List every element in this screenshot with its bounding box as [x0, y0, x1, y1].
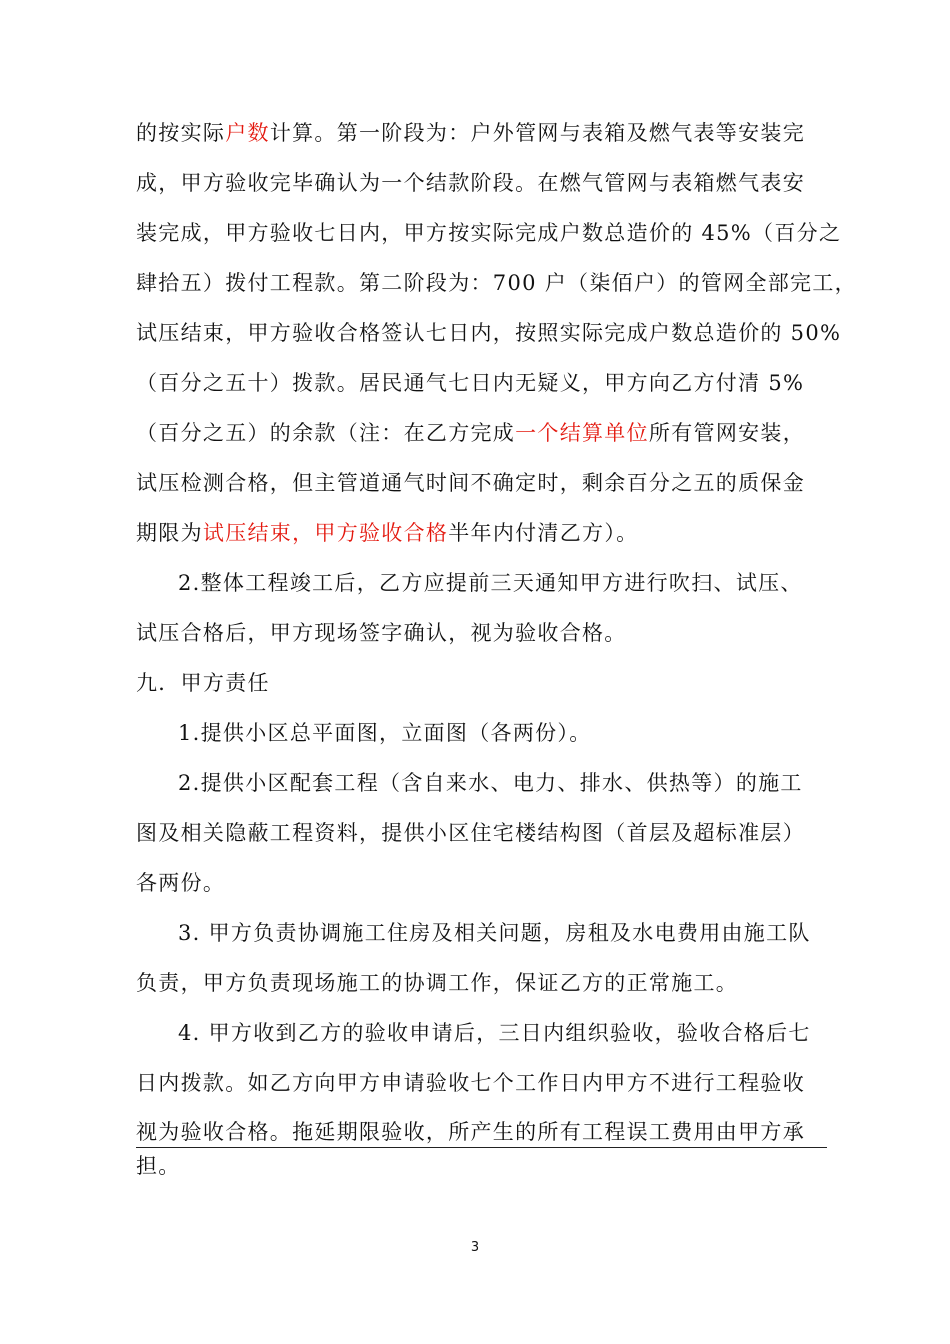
section-heading: 九．甲方责任: [136, 671, 270, 695]
highlighted-text: 一个结算单位: [515, 421, 649, 445]
paragraph-line: 视为验收合格。拖延期限验收，所产生的所有工程误工费用由甲方承: [136, 1120, 805, 1144]
paragraph-line: 试压检测合格，但主管道通气时间不确定时，剩余百分之五的质保金: [136, 471, 805, 495]
paragraph-line: [136, 118, 836, 148]
paragraph-line: 肆拾五）拨付工程款。第二阶段为：700 户（柒佰户）的管网全部完工，: [136, 271, 857, 295]
text-run: 计算。第一阶段为：户外管网与表箱及燃气表等安装完: [269, 121, 806, 145]
paragraph-line: 负责，甲方负责现场施工的协调工作，保证乙方的正常施工。: [136, 971, 739, 995]
list-item: 3. 甲方负责协调施工住房及相关问题，房租及水电费用由施工队: [178, 921, 811, 945]
paragraph-line: [136, 418, 836, 448]
paragraph-line: 2.整体工程竣工后，乙方应提前三天通知甲方进行吹扫、试压、: [178, 571, 803, 595]
footnote-divider: [136, 1147, 827, 1148]
page-number: 3: [470, 1240, 480, 1255]
text-run: 的按实际: [136, 121, 226, 145]
paragraph-line: 试压结束，甲方验收合格签认七日内，按照实际完成户数总造价的 50%: [136, 321, 842, 345]
paragraph-line: 日内拨款。如乙方向甲方申请验收七个工作日内甲方不进行工程验收: [136, 1071, 805, 1095]
list-item: 4. 甲方收到乙方的验收申请后，三日内组织验收，验收合格后七: [178, 1021, 811, 1045]
paragraph-line: 担。: [136, 1154, 181, 1178]
text-run: 期限为: [136, 521, 203, 545]
paragraph-line: （百分之五十）拨款。居民通气七日内无疑义，甲方向乙方付清 5%: [136, 371, 805, 395]
highlighted-text: 户数: [225, 121, 270, 145]
list-item: 1.提供小区总平面图，立面图（各两份）。: [178, 721, 592, 745]
text-run: （百分之五）的余款（注：在乙方完成: [136, 421, 516, 445]
text-run: 半年内付清乙方）。: [448, 521, 639, 545]
paragraph-line: 装完成，甲方验收七日内，甲方按实际完成户数总造价的 45%（百分之: [136, 221, 842, 245]
highlighted-text: 试压结束，甲方验收合格: [202, 521, 449, 545]
paragraph-line: 试压合格后，甲方现场签字确认，视为验收合格。: [136, 621, 627, 645]
paragraph-line: 各两份。: [136, 871, 226, 895]
list-item: 2.提供小区配套工程（含自来水、电力、排水、供热等）的施工: [178, 771, 803, 795]
paragraph-line: 成，甲方验收完毕确认为一个结款阶段。在燃气管网与表箱燃气表安: [136, 171, 805, 195]
paragraph-line: 图及相关隐蔽工程资料，提供小区住宅楼结构图（首层及超标准层）: [136, 821, 805, 845]
paragraph-line: [136, 518, 836, 548]
text-run: 所有管网安装，: [648, 421, 806, 445]
